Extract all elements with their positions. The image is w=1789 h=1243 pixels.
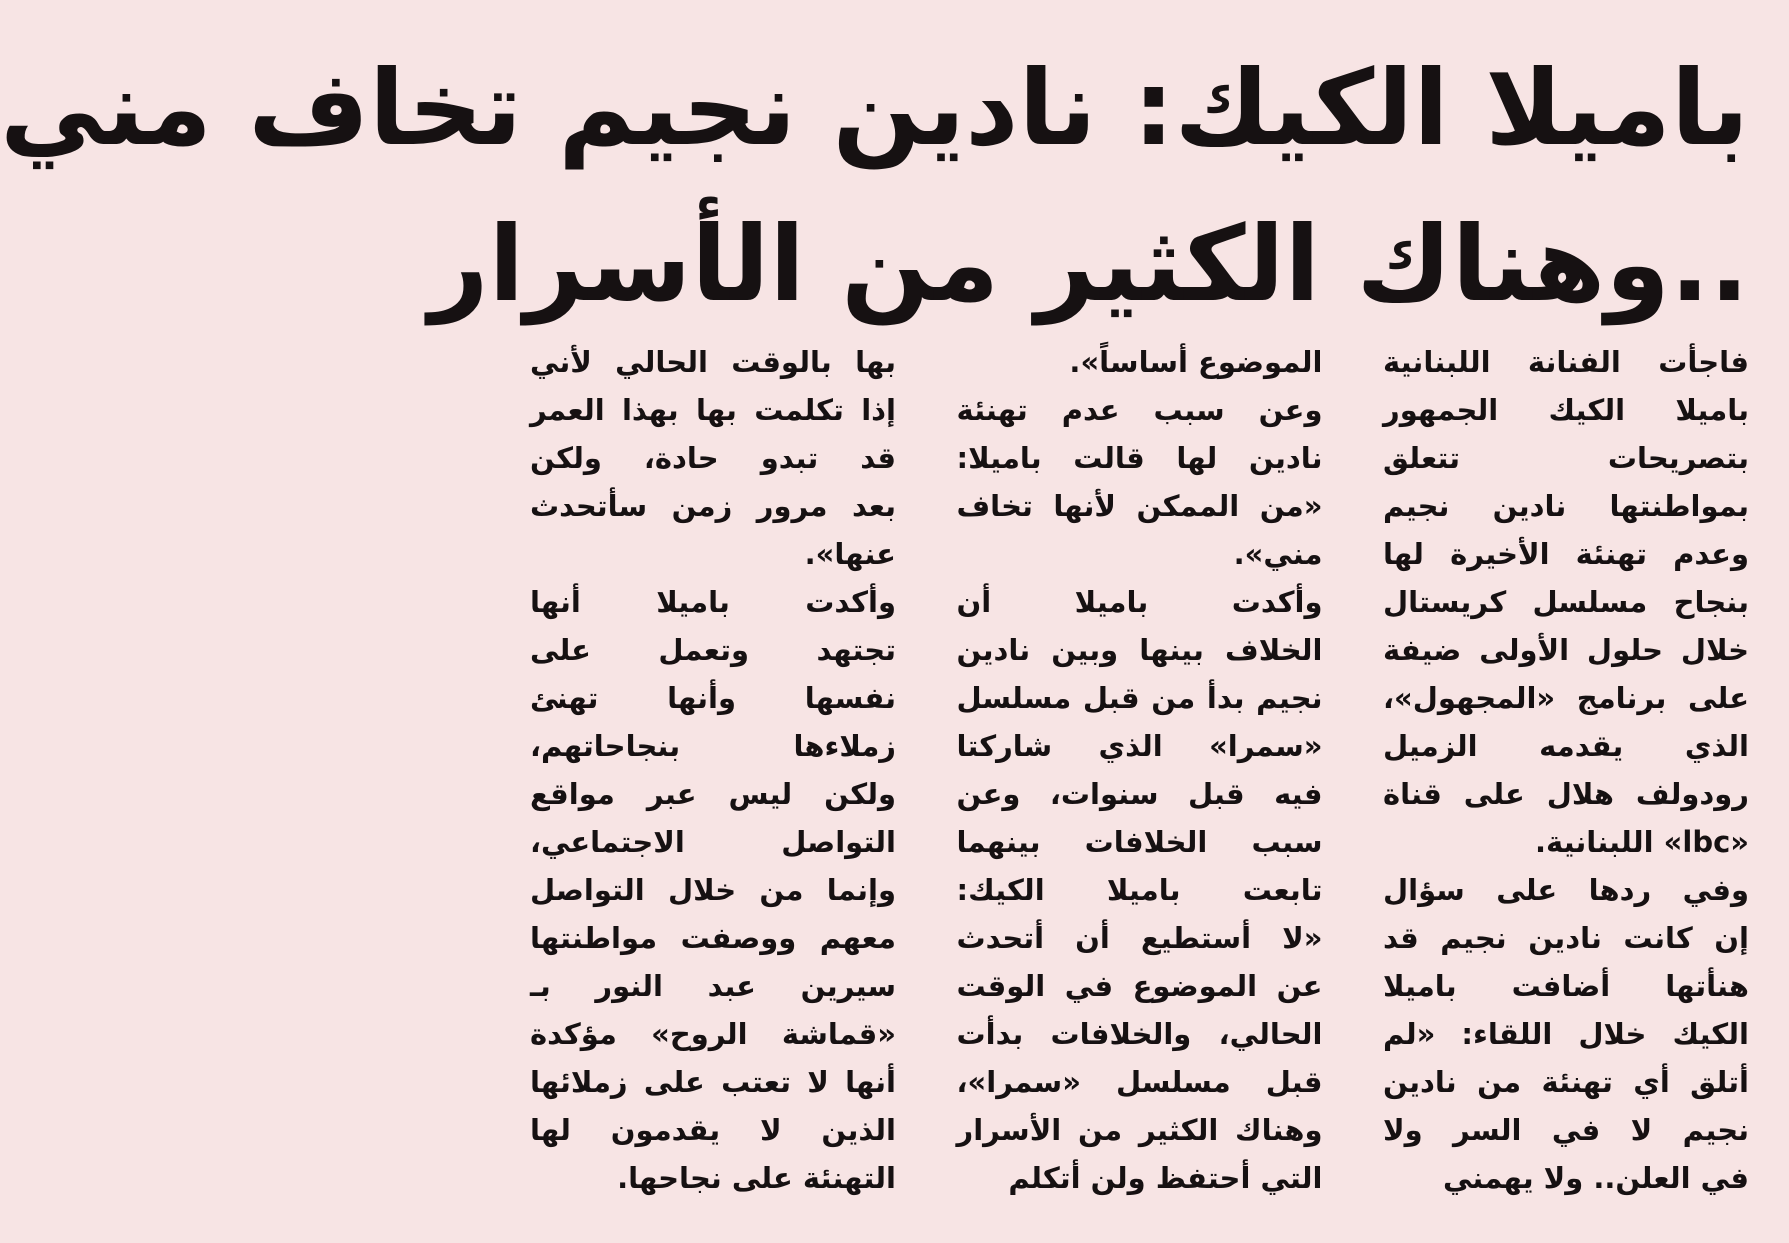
article-text-line: الحالي، والخلافات بدأت [956, 1017, 1323, 1051]
article-text-line: «من الممكن لأنها تخاف [956, 489, 1323, 523]
article-text-line: وعن سبب عدم تهنئة [956, 393, 1323, 427]
article-text-line: بمواطنتها نادين نجيم [1383, 489, 1749, 523]
article-text-line: وهناك الكثير من الأسرار [956, 1113, 1323, 1147]
article-text-line: «سمرا» الذي شاركتا [956, 729, 1323, 763]
article-text-line: بها بالوقت الحالي لأني [530, 345, 896, 379]
article-text-line: مني». [1233, 537, 1323, 571]
article-body [530, 338, 1749, 1218]
article-text-line: في العلن.. ولا يهمني [1442, 1161, 1749, 1195]
article-text-line: سيرين عبد النور بـ [530, 969, 896, 1003]
article-text-line: «قماشة الروح» مؤكدة [530, 1017, 896, 1051]
article-text-line: الكيك خلال اللقاء: «لم [1383, 1017, 1749, 1051]
article-text-line: نفسها وأنها تهنئ [530, 681, 896, 715]
article-text-line: الذي يقدمه الزميل [1383, 729, 1749, 763]
article-column-right [1383, 338, 1749, 1218]
article-text-line: قبل مسلسل «سمرا»، [956, 1065, 1323, 1099]
article-text-line: نجيم بدأ من قبل مسلسل [956, 681, 1323, 715]
headline-line-2: ..وهناك الكثير من الأسرار [428, 203, 1749, 325]
article-text-line: تابعت باميلا الكيك: [956, 873, 1323, 907]
article-text-line: بتصريحات تتعلق [1383, 441, 1749, 475]
article-text-line: وعدم تهنئة الأخيرة لها [1383, 537, 1749, 571]
article-text-line: قد تبدو حادة، ولكن [530, 441, 896, 475]
article-text-line: وأكدت باميلا أنها [530, 585, 896, 619]
article-text-line: أنها لا تعتب على زملائها [530, 1065, 896, 1099]
article-text-line: بعد مرور زمن سأتحدث [530, 489, 896, 523]
article-text-line: فاجأت الفنانة اللبنانية [1383, 345, 1749, 379]
article-text-line: ولكن ليس عبر مواقع [530, 777, 896, 811]
article-text-line: نادين لها قالت باميلا: [956, 441, 1323, 475]
article-text-line: سبب الخلافات بينهما [956, 825, 1323, 859]
article-text-line: بنجاح مسلسل كريستال [1383, 585, 1749, 619]
article-text-line: على برنامج «المجهول»، [1383, 681, 1749, 715]
article-column-left [530, 338, 896, 1218]
article-text-line: أتلق أي تهنئة من نادين [1383, 1065, 1749, 1099]
article-text-line: الذين لا يقدمون لها [530, 1113, 896, 1147]
article-text-line: التواصل الاجتماعي، [530, 825, 896, 859]
article-text-line: فيه قبل سنوات، وعن [956, 777, 1323, 811]
article-headline [0, 30, 1749, 342]
article-text-line: وأكدت باميلا أن [956, 585, 1323, 619]
article-text-line: عن الموضوع في الوقت [956, 969, 1323, 1003]
article-text-line: التهنئة على نجاحها. [617, 1161, 896, 1195]
article-text-line: هنأتها أضافت باميلا [1383, 969, 1749, 1003]
article-text-line: وإنما من خلال التواصل [530, 873, 896, 907]
article-text-line: معهم ووصفت مواطنتها [530, 921, 896, 955]
article-text-line: الخلاف بينها وبين نادين [956, 633, 1323, 667]
article-text-line: «lbc» اللبنانية. [1534, 825, 1749, 859]
article-text-line: تجتهد وتعمل على [530, 633, 896, 667]
article-text-line: زملاءها بنجاحاتهم، [530, 729, 896, 763]
headline-line-1: باميلا الكيك: نادين نجيم تخاف مني [0, 47, 1749, 169]
article-text-line: خلال حلول الأولى ضيفة [1383, 633, 1749, 667]
article-text-line: إن كانت نادين نجيم قد [1383, 921, 1749, 955]
article-column-middle [957, 338, 1323, 1218]
article-text-line: عنها». [804, 537, 896, 571]
article-text-line: «لا أستطيع أن أتحدث [956, 921, 1323, 955]
article-text-line: رودولف هلال على قناة [1383, 777, 1749, 811]
article-text-line: الموضوع أساساً». [1069, 345, 1323, 379]
article-text-line: نجيم لا في السر ولا [1383, 1113, 1749, 1147]
article-text-line: باميلا الكيك الجمهور [1383, 393, 1749, 427]
article-text-line: وفي ردها على سؤال [1383, 873, 1749, 907]
article-text-line: التي أحتفظ ولن أتكلم [1008, 1161, 1323, 1195]
article-text-line: إذا تكلمت بها بهذا العمر [530, 393, 896, 427]
